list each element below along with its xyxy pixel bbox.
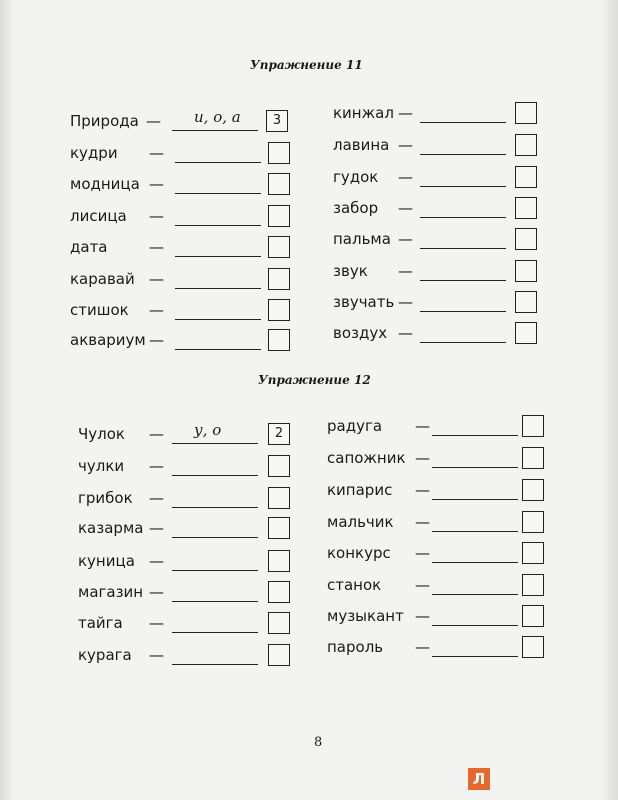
count-box[interactable]	[268, 329, 290, 351]
exercise-word: звук	[333, 262, 368, 280]
answer-line[interactable]	[172, 570, 258, 571]
exercise-word: лисица	[70, 207, 127, 225]
exercise-word: забор	[333, 199, 379, 217]
dash-separator: —	[398, 324, 413, 342]
dash-separator: —	[398, 293, 413, 311]
count-box[interactable]	[515, 102, 537, 124]
exercise-word: тайга	[78, 614, 123, 632]
exercise-heading: Упражнение 11	[250, 58, 363, 72]
answer-line[interactable]	[432, 467, 518, 468]
dash-separator: —	[149, 583, 164, 601]
answer-line[interactable]	[175, 225, 261, 226]
page-right-shadow	[600, 0, 618, 800]
page-number: 8	[314, 735, 323, 750]
answer-line[interactable]	[175, 256, 261, 257]
count-box[interactable]	[268, 299, 290, 321]
answer-line[interactable]	[420, 311, 506, 312]
dash-separator: —	[398, 104, 413, 122]
dash-separator: —	[149, 301, 164, 319]
dash-separator: —	[415, 481, 430, 499]
count-box[interactable]	[522, 636, 544, 658]
exercise-word: пароль	[327, 638, 384, 656]
exercise-word: грибок	[78, 489, 133, 507]
answer-line[interactable]	[420, 280, 506, 281]
dash-separator: —	[415, 417, 430, 435]
exercise-word: сапожник	[327, 449, 406, 467]
count-box[interactable]	[515, 228, 537, 250]
answer-line[interactable]	[432, 435, 518, 436]
answer-line[interactable]	[172, 601, 258, 602]
dash-separator: —	[398, 262, 413, 280]
count-box[interactable]	[268, 455, 290, 477]
dash-separator: —	[149, 238, 164, 256]
count-box[interactable]	[522, 447, 544, 469]
exercise-word: казарма	[78, 519, 144, 537]
exercise-word: мальчик	[327, 513, 394, 531]
exercise-word: радуга	[327, 417, 383, 435]
exercise-word: дата	[70, 238, 108, 256]
count-box[interactable]: 2	[268, 423, 290, 445]
exercise-word: пальма	[333, 230, 391, 248]
answer-line[interactable]	[175, 288, 261, 289]
exercise-word: станок	[327, 576, 382, 594]
dash-separator: —	[398, 230, 413, 248]
exercise-word: стишок	[70, 301, 129, 319]
exercise-word: кинжал	[333, 104, 394, 122]
dash-separator: —	[149, 519, 164, 537]
handwritten-answer: у, о	[194, 421, 222, 439]
dash-separator: —	[149, 144, 164, 162]
exercise-word: конкурс	[327, 544, 391, 562]
dash-separator: —	[415, 607, 430, 625]
count-box[interactable]	[268, 173, 290, 195]
answer-line[interactable]	[172, 443, 258, 444]
dash-separator: —	[415, 638, 430, 656]
exercise-word: модница	[70, 175, 140, 193]
dash-separator: —	[398, 168, 413, 186]
answer-line[interactable]	[432, 656, 518, 657]
answer-line[interactable]	[432, 625, 518, 626]
answer-line[interactable]	[420, 248, 506, 249]
answer-line[interactable]	[175, 162, 261, 163]
dash-separator: —	[149, 331, 164, 349]
answer-line[interactable]	[432, 562, 518, 563]
count-box[interactable]	[522, 479, 544, 501]
dash-separator: —	[149, 425, 164, 443]
dash-separator: —	[149, 614, 164, 632]
exercise-word: кудри	[70, 144, 118, 162]
answer-line[interactable]	[420, 217, 506, 218]
dash-separator: —	[415, 513, 430, 531]
dash-separator: —	[149, 646, 164, 664]
dash-separator: —	[149, 457, 164, 475]
dash-separator: —	[146, 112, 161, 130]
answer-line[interactable]	[172, 507, 258, 508]
count-box[interactable]	[515, 322, 537, 344]
exercise-word: чулки	[78, 457, 125, 475]
count-box[interactable]	[515, 134, 537, 156]
dash-separator: —	[415, 449, 430, 467]
exercise-word: Природа	[70, 112, 139, 130]
count-box[interactable]	[268, 517, 290, 539]
exercise-word: куница	[78, 552, 135, 570]
dash-separator: —	[149, 175, 164, 193]
count-box[interactable]	[522, 605, 544, 627]
answer-line[interactable]	[172, 130, 258, 131]
exercise-heading: Упражнение 12	[258, 373, 371, 387]
count-box[interactable]	[522, 574, 544, 596]
answer-line[interactable]	[432, 531, 518, 532]
count-box[interactable]	[268, 236, 290, 258]
dash-separator: —	[149, 552, 164, 570]
answer-line[interactable]	[175, 193, 261, 194]
exercise-word: курага	[78, 646, 132, 664]
count-box[interactable]	[522, 542, 544, 564]
answer-line[interactable]	[175, 349, 261, 350]
exercise-word: каравай	[70, 270, 135, 288]
answer-line[interactable]	[172, 537, 258, 538]
count-box[interactable]	[522, 415, 544, 437]
exercise-word: кипарис	[327, 481, 393, 499]
exercise-word: гудок	[333, 168, 379, 186]
count-box[interactable]	[515, 197, 537, 219]
count-box[interactable]	[268, 487, 290, 509]
dash-separator: —	[149, 489, 164, 507]
count-box[interactable]	[268, 644, 290, 666]
answer-line[interactable]	[172, 475, 258, 476]
count-box[interactable]	[522, 511, 544, 533]
exercise-word: звучать	[333, 293, 395, 311]
count-box[interactable]: 3	[266, 110, 288, 132]
exercise-word: воздух	[333, 324, 388, 342]
dash-separator: —	[149, 207, 164, 225]
exercise-word: музыкант	[327, 607, 404, 625]
dash-separator: —	[415, 576, 430, 594]
answer-line[interactable]	[172, 664, 258, 665]
count-box[interactable]	[268, 205, 290, 227]
count-box[interactable]	[515, 260, 537, 282]
page-left-shadow	[0, 0, 14, 800]
count-box[interactable]	[268, 142, 290, 164]
exercise-word: аквариум	[70, 331, 146, 349]
answer-line[interactable]	[432, 499, 518, 500]
count-box[interactable]	[515, 291, 537, 313]
count-box[interactable]	[268, 581, 290, 603]
answer-line[interactable]	[420, 342, 506, 343]
answer-line[interactable]	[420, 122, 506, 123]
exercise-word: лавина	[333, 136, 390, 154]
dash-separator: —	[149, 270, 164, 288]
count-box[interactable]	[515, 166, 537, 188]
answer-line[interactable]	[172, 632, 258, 633]
dash-separator: —	[398, 136, 413, 154]
count-box[interactable]	[268, 612, 290, 634]
count-box[interactable]	[268, 268, 290, 290]
answer-line[interactable]	[432, 594, 518, 595]
answer-line[interactable]	[420, 154, 506, 155]
count-box[interactable]	[268, 550, 290, 572]
exercise-word: Чулок	[78, 425, 125, 443]
exercise-word: магазин	[78, 583, 144, 601]
handwritten-answer: и, о, а	[194, 108, 241, 126]
answer-line[interactable]	[175, 319, 261, 320]
dash-separator: —	[415, 544, 430, 562]
dash-separator: —	[398, 199, 413, 217]
publisher-logo: Л	[468, 768, 490, 790]
answer-line[interactable]	[420, 186, 506, 187]
